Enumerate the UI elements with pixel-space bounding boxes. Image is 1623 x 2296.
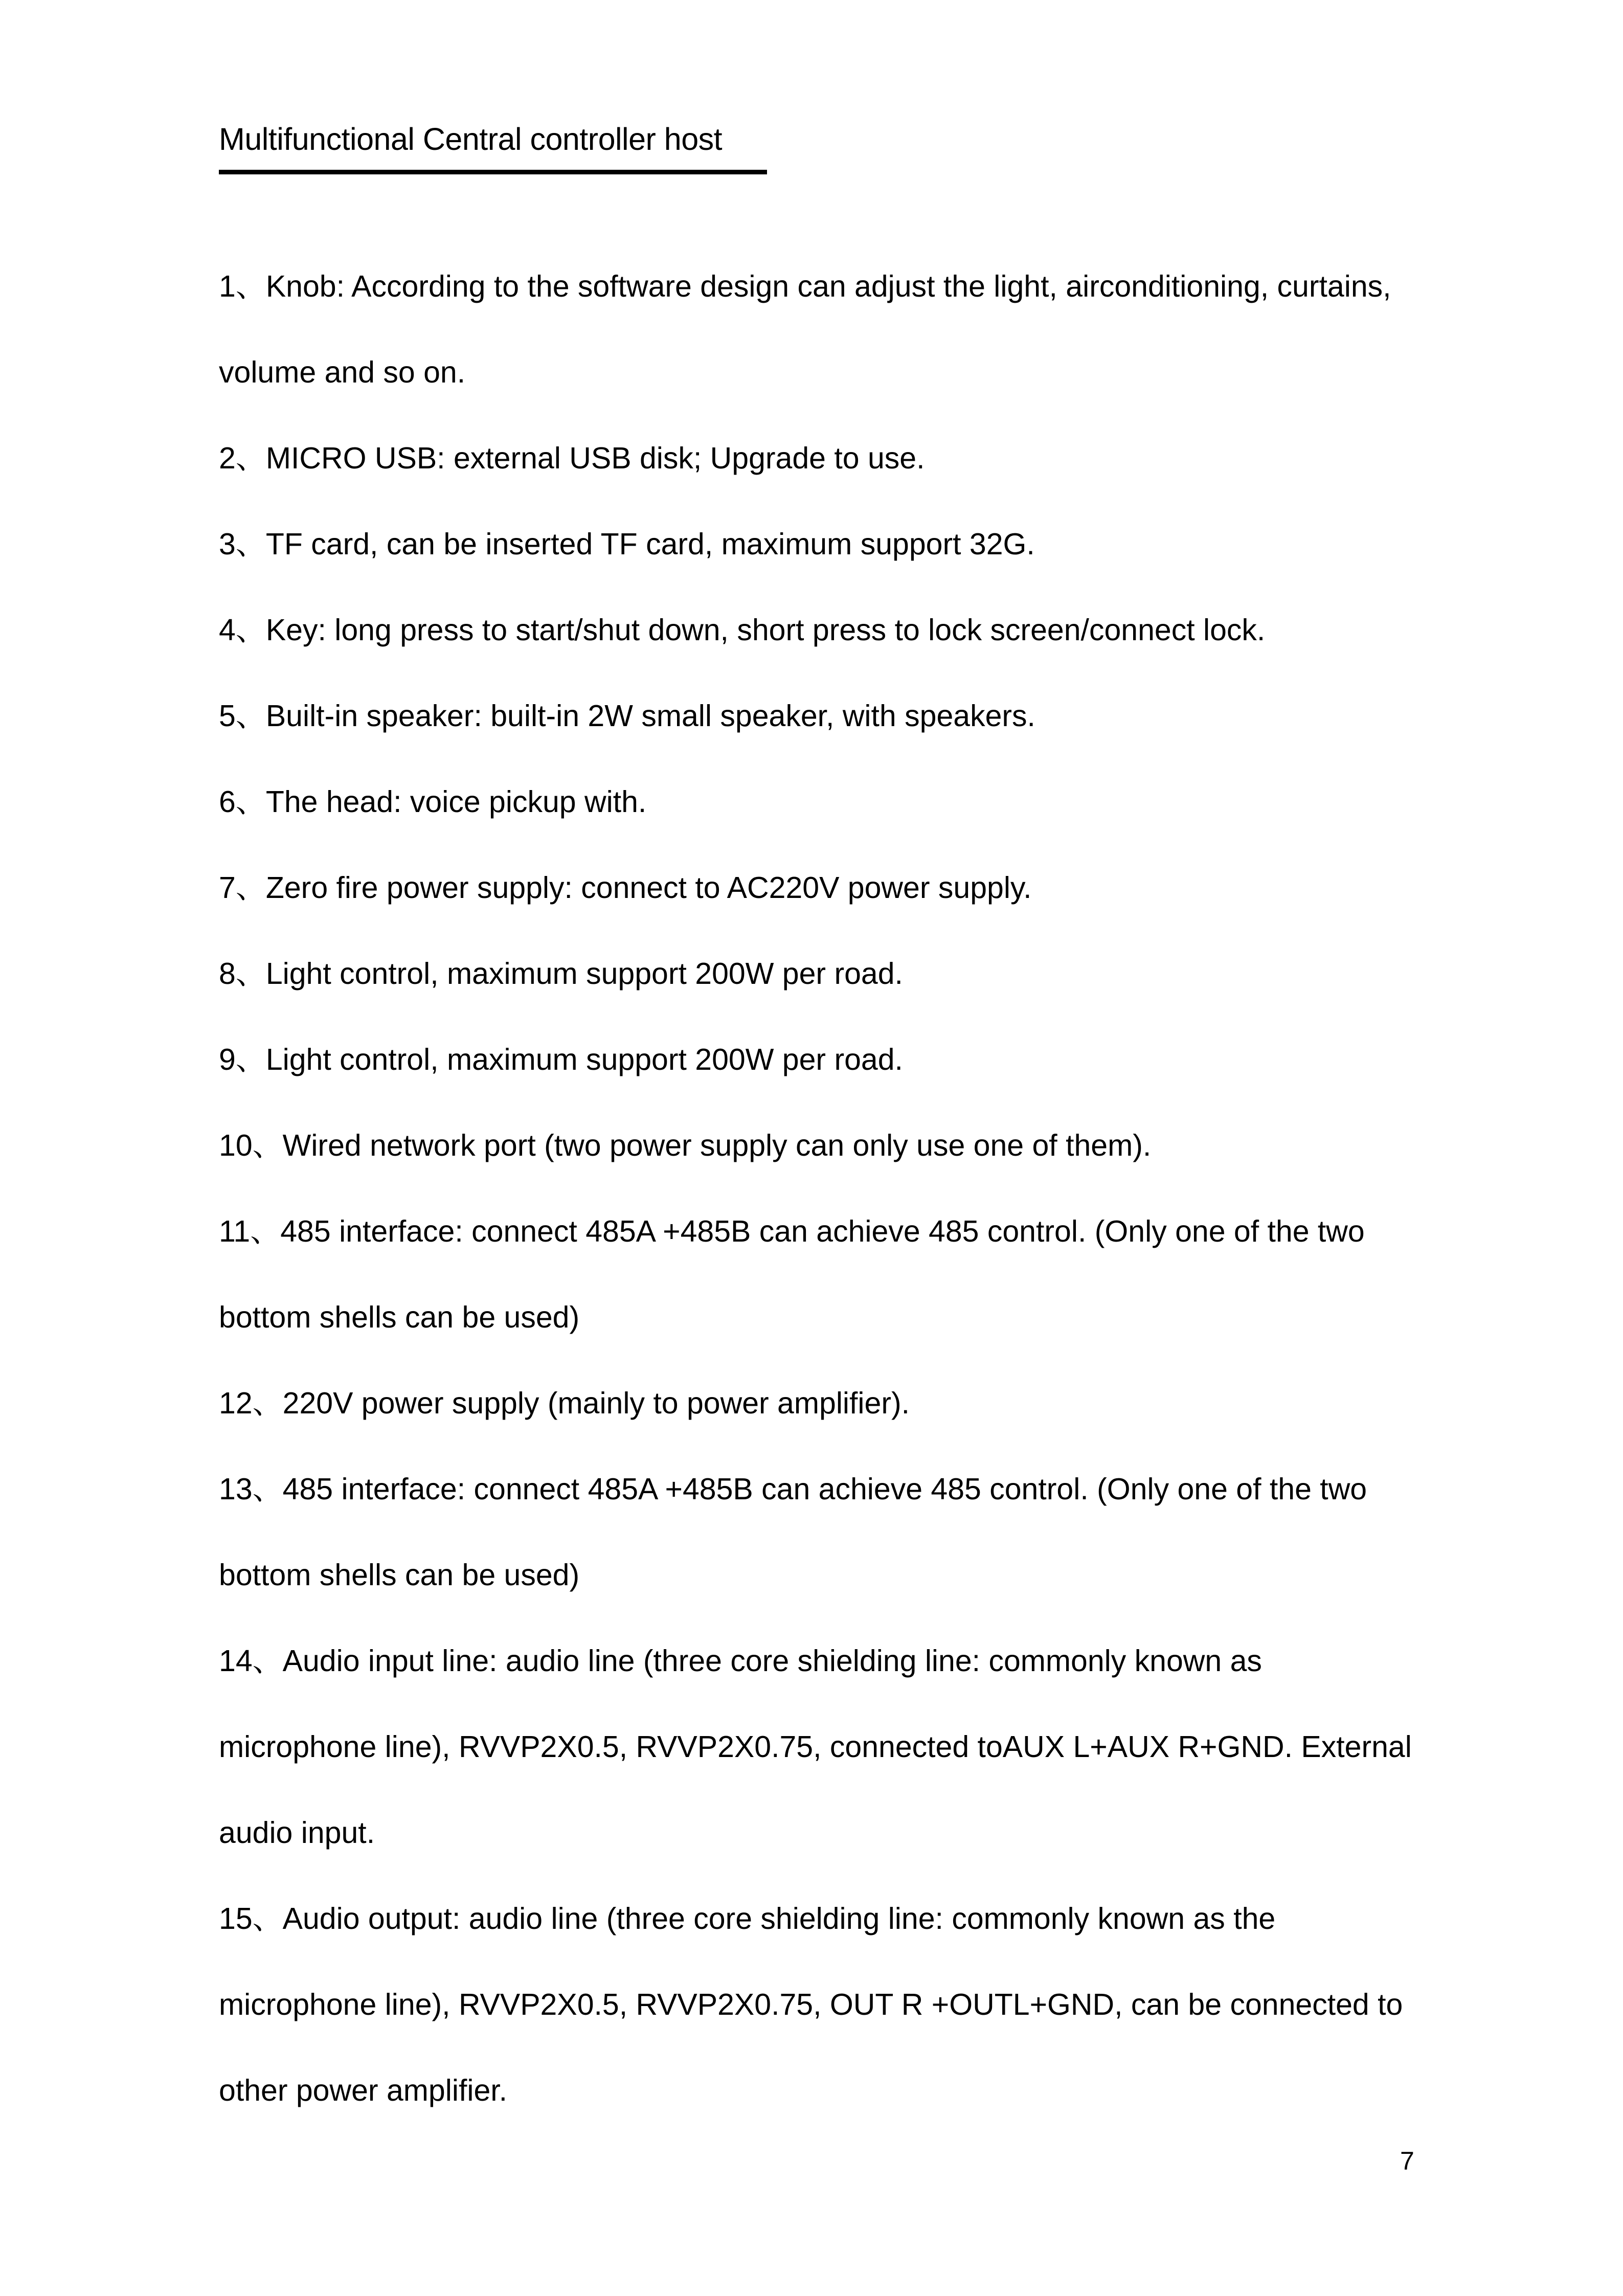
list-item — [219, 673, 1426, 759]
list-item — [219, 1360, 1426, 1446]
list-item — [219, 501, 1426, 587]
header-underline — [219, 170, 767, 174]
list-item — [219, 759, 1426, 845]
list-item — [219, 845, 1426, 931]
list-item-line: audio input. — [219, 1816, 375, 1850]
list-item-line: 9、Light control, maximum support 200W per road. — [219, 1043, 903, 1076]
list-item — [219, 1017, 1426, 1102]
list-item-line: volume and so on. — [219, 355, 466, 389]
list-item — [219, 415, 1426, 501]
list-item-line: 1、Knob: According to the software design can adjust the light, airconditioning, curtains, — [219, 269, 1391, 303]
list-item — [219, 243, 1426, 415]
list-item-line: 2、MICRO USB: external USB disk; Upgrade to use. — [219, 441, 925, 475]
list-item — [219, 1876, 1426, 2133]
list-item-line: 10、Wired network port (two power supply can only use one of them). — [219, 1129, 1152, 1162]
list-item-line: 4、Key: long press to start/shut down, short press to lock screen/connect lock. — [219, 613, 1266, 647]
list-item-line: 14、Audio input line: audio line (three core shielding line: commonly known as — [219, 1644, 1262, 1678]
list-item-line: bottom shells can be used) — [219, 1300, 580, 1334]
list-item-line: other power amplifier. — [219, 2074, 508, 2107]
list-item — [219, 1102, 1426, 1188]
page-header-title: Multifunctional Central controller host — [219, 122, 723, 156]
list-item-line: 8、Light control, maximum support 200W per road. — [219, 957, 903, 991]
list-item-line: microphone line), RVVP2X0.5, RVVP2X0.75, connected toAUX L+AUX R+GND. External — [219, 1730, 1412, 1764]
list-item-line: 6、The head: voice pickup with. — [219, 785, 647, 819]
list-item-line: 15、Audio output: audio line (three core shielding line: commonly known as the — [219, 1902, 1276, 1935]
list-item — [219, 587, 1426, 673]
item-list — [219, 243, 1426, 2133]
list-item — [219, 1446, 1426, 1618]
list-item-line: 13、485 interface: connect 485A +485B can achieve 485 control. (Only one of the two — [219, 1472, 1367, 1506]
list-item-line: 12、220V power supply (mainly to power amplifier). — [219, 1386, 910, 1420]
list-item-line: microphone line), RVVP2X0.5, RVVP2X0.75, OUT R +OUTL+GND, can be connected to — [219, 1988, 1403, 2021]
list-item-line: 7、Zero fire power supply: connect to AC220V power supply. — [219, 871, 1032, 905]
page-number: 7 — [1400, 2147, 1414, 2175]
list-item-line: 11、485 interface: connect 485A +485B can achieve 485 control. (Only one of the two — [219, 1214, 1365, 1248]
list-item — [219, 931, 1426, 1017]
list-item — [219, 1618, 1426, 1876]
list-item-line: 5、Built-in speaker: built-in 2W small speaker, with speakers. — [219, 699, 1035, 733]
list-item — [219, 1188, 1426, 1360]
list-item-line: 3、TF card, can be inserted TF card, maximum support 32G. — [219, 527, 1035, 561]
list-item-line: bottom shells can be used) — [219, 1558, 580, 1592]
